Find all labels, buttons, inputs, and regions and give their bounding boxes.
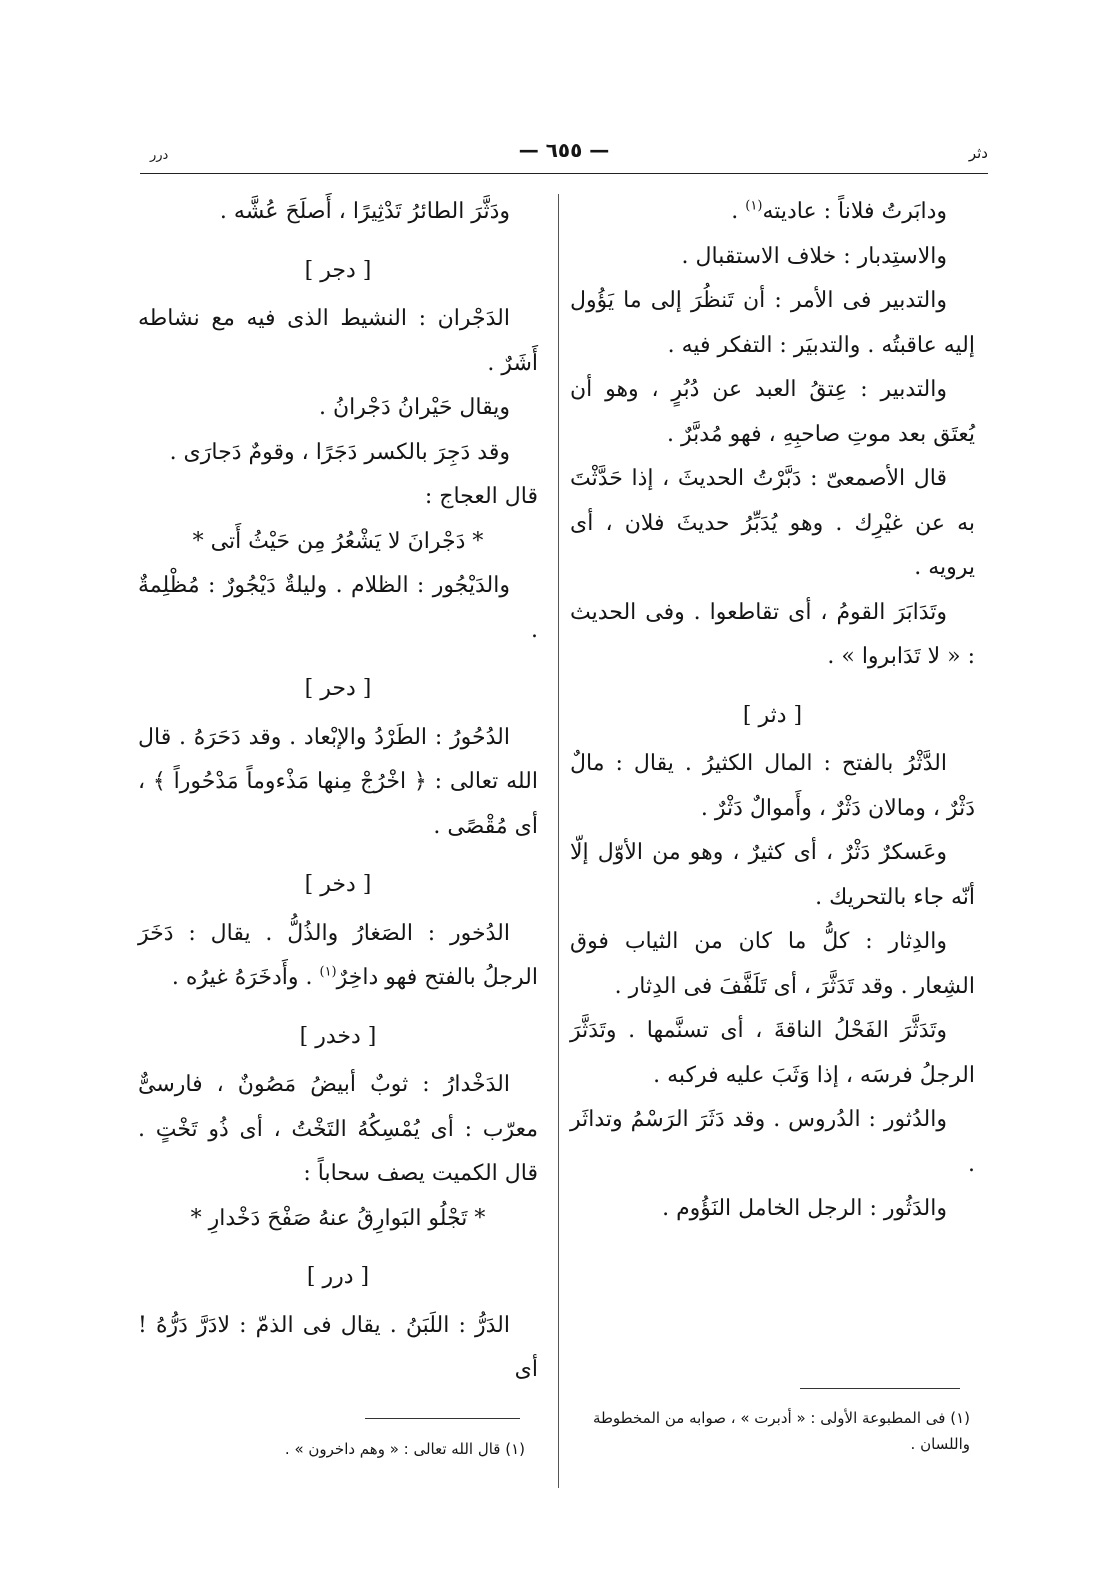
- paragraph-text: ودابَرتُ فلاناً : عاديته: [762, 199, 947, 224]
- paragraph: الدَرُّ : اللَبَنُ . يقال فى الذمّ : لادَرَّ دَرُّهُ ! أى: [138, 1312, 538, 1382]
- paragraph: الدَجْران : النشيط الذى فيه مع نشاطه أَشَرٌ .: [138, 306, 538, 376]
- verse: * تَجْلُو البَوارِقُ عنهُ صَفْحَ دَخْدارِ *: [190, 1205, 486, 1231]
- paragraph: والدَيْجُور : الظلام . وليلةٌ دَيْجُورٌ : مُظْلِمةٌ .: [138, 573, 538, 643]
- entry-heading: [ دحر ]: [304, 676, 372, 701]
- right-column: [570, 190, 975, 1232]
- paragraph: [570, 190, 975, 235]
- header-entry-right: دثر: [968, 144, 988, 162]
- paragraph: والاستِدبار : خلاف الاستقبال .: [681, 243, 947, 269]
- paragraph: ويقال حَيْرانُ دَجْرانُ .: [319, 395, 510, 420]
- paragraph: وتَدَابَرَ القومُ ، أى تقاطعوا . وفى الحديث : « لا تَدَابروا » .: [570, 599, 975, 669]
- paragraph: والتدبير : عِتقُ العبد عن دُبُرٍ ، وهو أن يُعتَق بعد موتِ صاحبِهِ ، فهو مُدبَّرٌ .: [570, 377, 975, 447]
- paragraph: [138, 912, 538, 1001]
- verse: * دَجْرانَ لا يَشْعُرُ مِن حَيْثُ أَتى *: [192, 528, 484, 554]
- footnote-rule: [800, 1388, 960, 1389]
- paragraph: وعَسكرٌ دَثْرٌ ، أى كثيرٌ ، وهو من الأوّل إلّا أنّه جاء بالتحريك .: [570, 840, 975, 910]
- paragraph: والدُثور : الدُروس . وقد دَثَرَ الرَسْمُ وتداثَر .: [570, 1107, 975, 1177]
- paragraph-text: الدُخور : الصَغارُ والذُلُّ . يقال : دَخَرَ الرجلُ بالفتح فهو داخِرٌ: [138, 920, 538, 990]
- paragraph: وتَدَثَّرَ الفَحْلُ الناقةَ ، أى تسنَّمها . وتَدَثَّرَ الرجلُ فرسَه ، إذا وَثَبَ عليه فركبه .: [570, 1018, 975, 1088]
- paragraph: الدَخْدارُ : ثوبٌ أبيضُ مَصُونٌ ، فارسىٌّ معرّب : أى يُمْسِكُهُ التَخْتُ ، أى ذُو تَخْتٍ . قال الكميت يصف سحاباً :: [138, 1072, 538, 1186]
- column-divider: [558, 194, 559, 1488]
- footnote: (١) قال الله تعالى : « وهم داخرون » .: [284, 1440, 525, 1458]
- paragraph: الدَّثْرُ بالفتح : المال الكثيرُ . يقال : مالٌ دَثْرٌ ، ومالان دَثْرٌ ، وأَموالٌ دَثْرٌ .: [570, 751, 975, 821]
- paragraph: الدُحُورُ : الطَرْدُ والإبْعاد . وقد دَحَرَهُ . قال الله تعالى : ﴿ اخْرُجْ مِنها مَذْءوماً مَدْحُوراً ﴾ ، أى مُقْصًى .: [138, 724, 538, 839]
- entry-heading: [ دخدر ]: [299, 1023, 377, 1049]
- page-header: [140, 138, 988, 172]
- entry-heading: [ دجر ]: [304, 257, 372, 283]
- footnote-ref: (١): [745, 198, 763, 214]
- paragraph: والتدبير فى الأمر : أن تَنظُرَ إلى ما يَؤُول إليه عاقبتُه . والتدبيَر : التفكر فيه .: [570, 288, 975, 358]
- footnote-ref: (١): [319, 964, 337, 980]
- paragraph-text-tail: .: [731, 199, 746, 224]
- paragraph: قال العجاج :: [424, 484, 538, 509]
- footnote: (١) فى المطبوعة الأولى : « أدبرت » ، صوابه من المخطوطة واللسان .: [592, 1409, 970, 1453]
- entry-heading: [ دثر ]: [742, 702, 803, 728]
- header-rule: [140, 173, 988, 174]
- paragraph: وقد دَجِرَ بالكسر دَجَرًا ، وقومٌ دَجارَى .: [169, 439, 510, 465]
- entry-heading: [ دخر ]: [304, 872, 372, 897]
- paragraph: والدِثار : كلُّ ما كان من الثياب فوق الشِعار . وقد تَدَثَّرَ ، أى تَلَفَّفَ فى الدِثار .: [570, 929, 975, 999]
- paragraph: ودَثَّرَ الطائرُ تَدْثِيرًا ، أَصلَحَ عُشَّه .: [219, 199, 510, 224]
- paragraph-text-tail: . وأَدخَرَهُ غيرُه .: [171, 965, 320, 990]
- left-column: [138, 190, 538, 1393]
- paragraph: قال الأصمعىّ : دَبَّرْتُ الحديثَ ، إذا حَدَّثْتَ به عن غيْرِك . وهو يُدَبِّرُ حديثَ فلان ، أى يرويه .: [570, 466, 975, 580]
- header-entry-left: درر: [150, 148, 169, 163]
- page-number: — ٦٥٥ —: [518, 138, 610, 162]
- paragraph: والدَثُور : الرجل الخامل النَؤُوم .: [662, 1196, 947, 1221]
- entry-heading: [ درر ]: [306, 1264, 370, 1289]
- footnote-rule: [365, 1418, 520, 1419]
